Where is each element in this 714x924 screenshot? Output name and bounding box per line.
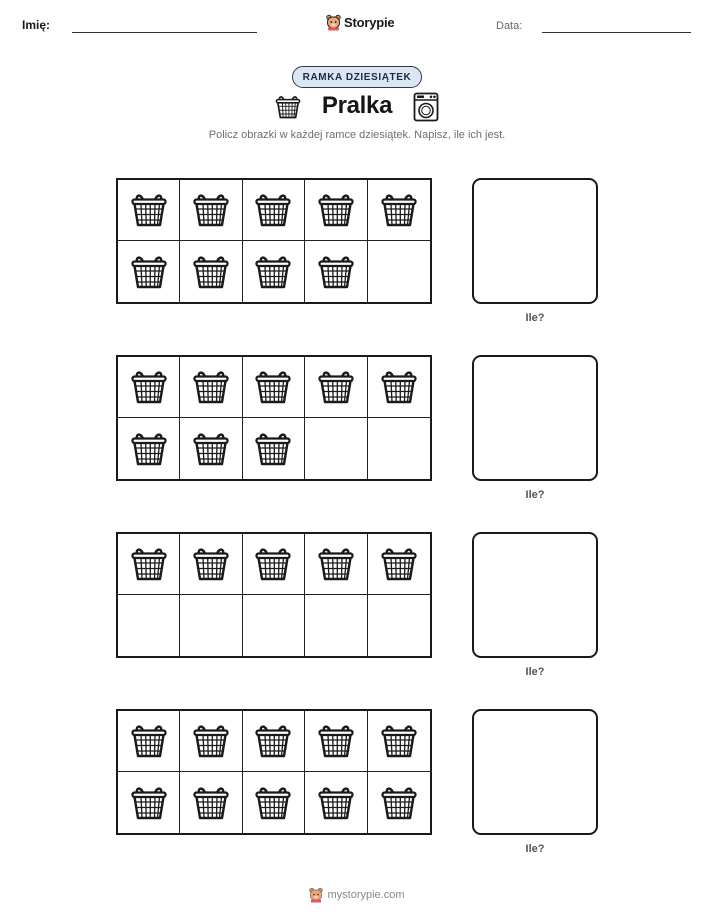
frame-cell bbox=[305, 534, 367, 595]
laundry-basket-icon bbox=[379, 546, 419, 582]
frame-cell bbox=[180, 772, 242, 833]
laundry-basket-icon bbox=[253, 369, 293, 405]
frame-cell bbox=[118, 418, 180, 479]
frame-cell bbox=[118, 241, 180, 302]
frame-cell bbox=[305, 772, 367, 833]
laundry-basket-icon bbox=[191, 785, 231, 821]
brand-logo bbox=[326, 12, 394, 32]
frame-cell bbox=[180, 241, 242, 302]
answer-box[interactable] bbox=[472, 709, 598, 835]
washing-machine-icon bbox=[413, 92, 439, 122]
frame-cell bbox=[118, 595, 180, 656]
frame-cell bbox=[118, 180, 180, 241]
answer-box[interactable] bbox=[472, 178, 598, 304]
laundry-basket-icon bbox=[379, 785, 419, 821]
date-write-line[interactable] bbox=[542, 32, 691, 33]
name-write-line[interactable] bbox=[72, 32, 257, 33]
frame-cell bbox=[368, 357, 430, 418]
frame-cell bbox=[243, 241, 305, 302]
laundry-basket-icon bbox=[253, 546, 293, 582]
laundry-basket-icon bbox=[129, 785, 169, 821]
frame-cell bbox=[368, 241, 430, 302]
worksheet-header bbox=[0, 0, 714, 50]
frame-cell bbox=[243, 534, 305, 595]
frame-cell bbox=[305, 595, 367, 656]
laundry-basket-icon bbox=[316, 723, 356, 759]
frame-cell bbox=[180, 534, 242, 595]
laundry-basket-icon bbox=[129, 369, 169, 405]
footer bbox=[0, 884, 714, 906]
answer-prompt: Ile? bbox=[525, 312, 545, 324]
frame-cell bbox=[243, 711, 305, 772]
page-title: Pralka bbox=[321, 92, 393, 119]
frame-cell bbox=[180, 180, 242, 241]
laundry-basket-icon bbox=[191, 546, 231, 582]
laundry-basket-icon bbox=[191, 369, 231, 405]
instructions: Policz obrazki w każdej ramce dziesiątek. Napisz, ile ich jest. bbox=[208, 129, 506, 141]
storypie-bear-icon bbox=[309, 887, 323, 903]
laundry-basket-icon bbox=[316, 192, 356, 228]
frame-cell bbox=[180, 711, 242, 772]
laundry-basket-icon bbox=[129, 254, 169, 290]
name-label: Imię: bbox=[22, 18, 51, 32]
frame-cell bbox=[368, 595, 430, 656]
frame-cell bbox=[305, 180, 367, 241]
ten-frame bbox=[116, 532, 432, 658]
frame-cell bbox=[243, 772, 305, 833]
ten-frame bbox=[116, 355, 432, 481]
laundry-basket-icon bbox=[129, 723, 169, 759]
title-row bbox=[0, 92, 714, 124]
ten-frame bbox=[116, 709, 432, 835]
ten-frame bbox=[116, 178, 432, 304]
laundry-basket-icon bbox=[191, 723, 231, 759]
frame-cell bbox=[180, 357, 242, 418]
frame-cell bbox=[368, 418, 430, 479]
answer-box[interactable] bbox=[472, 355, 598, 481]
frame-cell bbox=[368, 534, 430, 595]
laundry-basket-icon bbox=[253, 192, 293, 228]
laundry-basket-icon bbox=[191, 254, 231, 290]
laundry-basket-icon bbox=[129, 431, 169, 467]
date-label: Data: bbox=[496, 20, 523, 32]
laundry-basket-icon bbox=[191, 431, 231, 467]
frame-cell bbox=[243, 180, 305, 241]
laundry-basket-icon bbox=[253, 254, 293, 290]
laundry-basket-icon bbox=[316, 254, 356, 290]
frame-cell bbox=[305, 711, 367, 772]
frame-cell bbox=[180, 418, 242, 479]
laundry-basket-icon bbox=[253, 723, 293, 759]
laundry-basket-icon bbox=[129, 192, 169, 228]
frame-cell bbox=[118, 772, 180, 833]
footer-url: mystorypie.com bbox=[327, 889, 405, 901]
laundry-basket-icon bbox=[316, 369, 356, 405]
frame-cell bbox=[243, 357, 305, 418]
laundry-basket-icon bbox=[316, 546, 356, 582]
answer-prompt: Ile? bbox=[525, 843, 545, 855]
frame-cell bbox=[118, 534, 180, 595]
frame-cell bbox=[305, 357, 367, 418]
laundry-basket-icon bbox=[379, 192, 419, 228]
answer-prompt: Ile? bbox=[525, 489, 545, 501]
frame-cell bbox=[118, 711, 180, 772]
frame-cell bbox=[305, 241, 367, 302]
brand-name: Storypie bbox=[344, 14, 395, 30]
laundry-basket-icon bbox=[253, 431, 293, 467]
laundry-basket-icon bbox=[253, 785, 293, 821]
frame-cell bbox=[368, 711, 430, 772]
laundry-basket-icon bbox=[379, 723, 419, 759]
worksheet-type-badge: RAMKA DZIESIĄTEK bbox=[292, 66, 422, 88]
frame-cell bbox=[243, 418, 305, 479]
frame-cell bbox=[305, 418, 367, 479]
laundry-basket-icon bbox=[274, 94, 302, 120]
storypie-bear-icon bbox=[326, 14, 341, 31]
frame-cell bbox=[368, 772, 430, 833]
frame-cell bbox=[243, 595, 305, 656]
frame-cell bbox=[118, 357, 180, 418]
frame-cell bbox=[368, 180, 430, 241]
laundry-basket-icon bbox=[316, 785, 356, 821]
answer-box[interactable] bbox=[472, 532, 598, 658]
frame-cell bbox=[180, 595, 242, 656]
laundry-basket-icon bbox=[379, 369, 419, 405]
laundry-basket-icon bbox=[191, 192, 231, 228]
laundry-basket-icon bbox=[129, 546, 169, 582]
answer-prompt: Ile? bbox=[525, 666, 545, 678]
